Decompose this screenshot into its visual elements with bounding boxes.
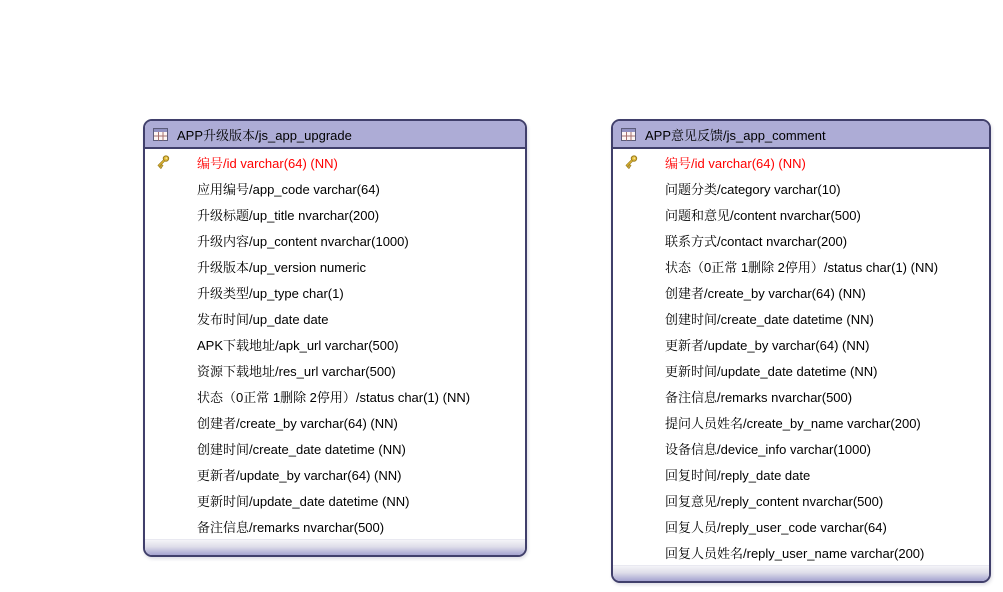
table-symbol-js-app-upgrade[interactable] bbox=[143, 119, 527, 557]
column-definition: 升级标题/up_title nvarchar(200) bbox=[197, 207, 380, 223]
table-row bbox=[613, 539, 989, 565]
column-definition: 问题和意见/content nvarchar(500) bbox=[665, 207, 861, 223]
table-row bbox=[613, 279, 989, 305]
table-row bbox=[145, 331, 525, 357]
table-columns-list bbox=[613, 149, 989, 565]
table-row-primary-key bbox=[613, 149, 989, 175]
table-row bbox=[145, 435, 525, 461]
column-definition: 更新时间/update_date datetime (NN) bbox=[665, 363, 878, 379]
table-row bbox=[613, 331, 989, 357]
table-row bbox=[613, 409, 989, 435]
table-row bbox=[613, 253, 989, 279]
table-row bbox=[145, 487, 525, 513]
column-definition: APK下载地址/apk_url varchar(500) bbox=[197, 337, 399, 353]
table-row bbox=[613, 175, 989, 201]
table-icon bbox=[621, 128, 636, 141]
table-row bbox=[145, 253, 525, 279]
column-definition: 更新时间/update_date datetime (NN) bbox=[197, 493, 410, 509]
table-row bbox=[145, 201, 525, 227]
column-definition: 状态（0正常 1删除 2停用）/status char(1) (NN) bbox=[665, 259, 939, 275]
table-row bbox=[613, 435, 989, 461]
table-row bbox=[613, 513, 989, 539]
table-row bbox=[613, 227, 989, 253]
table-row bbox=[613, 461, 989, 487]
column-definition: 编号/id varchar(64) (NN) bbox=[665, 155, 806, 171]
table-row bbox=[613, 357, 989, 383]
table-row bbox=[613, 305, 989, 331]
column-definition: 更新者/update_by varchar(64) (NN) bbox=[665, 337, 870, 353]
column-definition: 状态（0正常 1删除 2停用）/status char(1) (NN) bbox=[197, 389, 471, 405]
table-header bbox=[145, 121, 525, 149]
table-row-primary-key bbox=[145, 149, 525, 175]
column-definition: 设备信息/device_info varchar(1000) bbox=[665, 441, 871, 457]
table-row bbox=[145, 305, 525, 331]
column-definition: 联系方式/contact nvarchar(200) bbox=[665, 233, 848, 249]
column-definition: 备注信息/remarks nvarchar(500) bbox=[197, 519, 385, 535]
table-row bbox=[613, 201, 989, 227]
column-definition: 提问人员姓名/create_by_name varchar(200) bbox=[665, 415, 921, 431]
column-definition: 回复意见/reply_content nvarchar(500) bbox=[665, 493, 884, 509]
column-definition: 应用编号/app_code varchar(64) bbox=[197, 181, 380, 197]
column-definition: 发布时间/up_date date bbox=[197, 311, 329, 327]
column-definition: 创建时间/create_date datetime (NN) bbox=[197, 441, 406, 457]
table-row bbox=[145, 279, 525, 305]
column-definition: 更新者/update_by varchar(64) (NN) bbox=[197, 467, 402, 483]
table-footer-band bbox=[145, 539, 525, 555]
table-columns-list bbox=[145, 149, 525, 539]
table-footer-band bbox=[613, 565, 989, 581]
table-row bbox=[145, 383, 525, 409]
column-definition: 备注信息/remarks nvarchar(500) bbox=[665, 389, 853, 405]
column-definition: 创建时间/create_date datetime (NN) bbox=[665, 311, 874, 327]
table-row bbox=[145, 357, 525, 383]
column-definition: 升级版本/up_version numeric bbox=[197, 259, 367, 275]
column-definition: 升级内容/up_content nvarchar(1000) bbox=[197, 233, 409, 249]
column-definition: 问题分类/category varchar(10) bbox=[665, 181, 841, 197]
table-row bbox=[613, 383, 989, 409]
table-row bbox=[145, 227, 525, 253]
column-definition: 资源下载地址/res_url varchar(500) bbox=[197, 363, 396, 379]
table-symbol-js-app-comment[interactable] bbox=[611, 119, 991, 583]
table-row bbox=[613, 487, 989, 513]
column-definition: 回复人员/reply_user_code varchar(64) bbox=[665, 519, 887, 535]
column-definition: 创建者/create_by varchar(64) (NN) bbox=[665, 285, 866, 301]
table-row bbox=[145, 513, 525, 539]
table-header bbox=[613, 121, 989, 149]
table-title: APP升级版本/js_app_upgrade bbox=[177, 127, 352, 143]
table-row bbox=[145, 409, 525, 435]
table-title: APP意见反馈/js_app_comment bbox=[645, 127, 826, 143]
column-definition: 升级类型/up_type char(1) bbox=[197, 285, 344, 301]
column-definition: 编号/id varchar(64) (NN) bbox=[197, 155, 338, 171]
primary-key-icon bbox=[145, 154, 197, 170]
table-row bbox=[145, 175, 525, 201]
column-definition: 回复人员姓名/reply_user_name varchar(200) bbox=[665, 545, 925, 561]
primary-key-icon bbox=[613, 154, 665, 170]
column-definition: 创建者/create_by varchar(64) (NN) bbox=[197, 415, 398, 431]
column-definition: 回复时间/reply_date date bbox=[665, 467, 811, 483]
table-icon bbox=[153, 128, 168, 141]
table-row bbox=[145, 461, 525, 487]
